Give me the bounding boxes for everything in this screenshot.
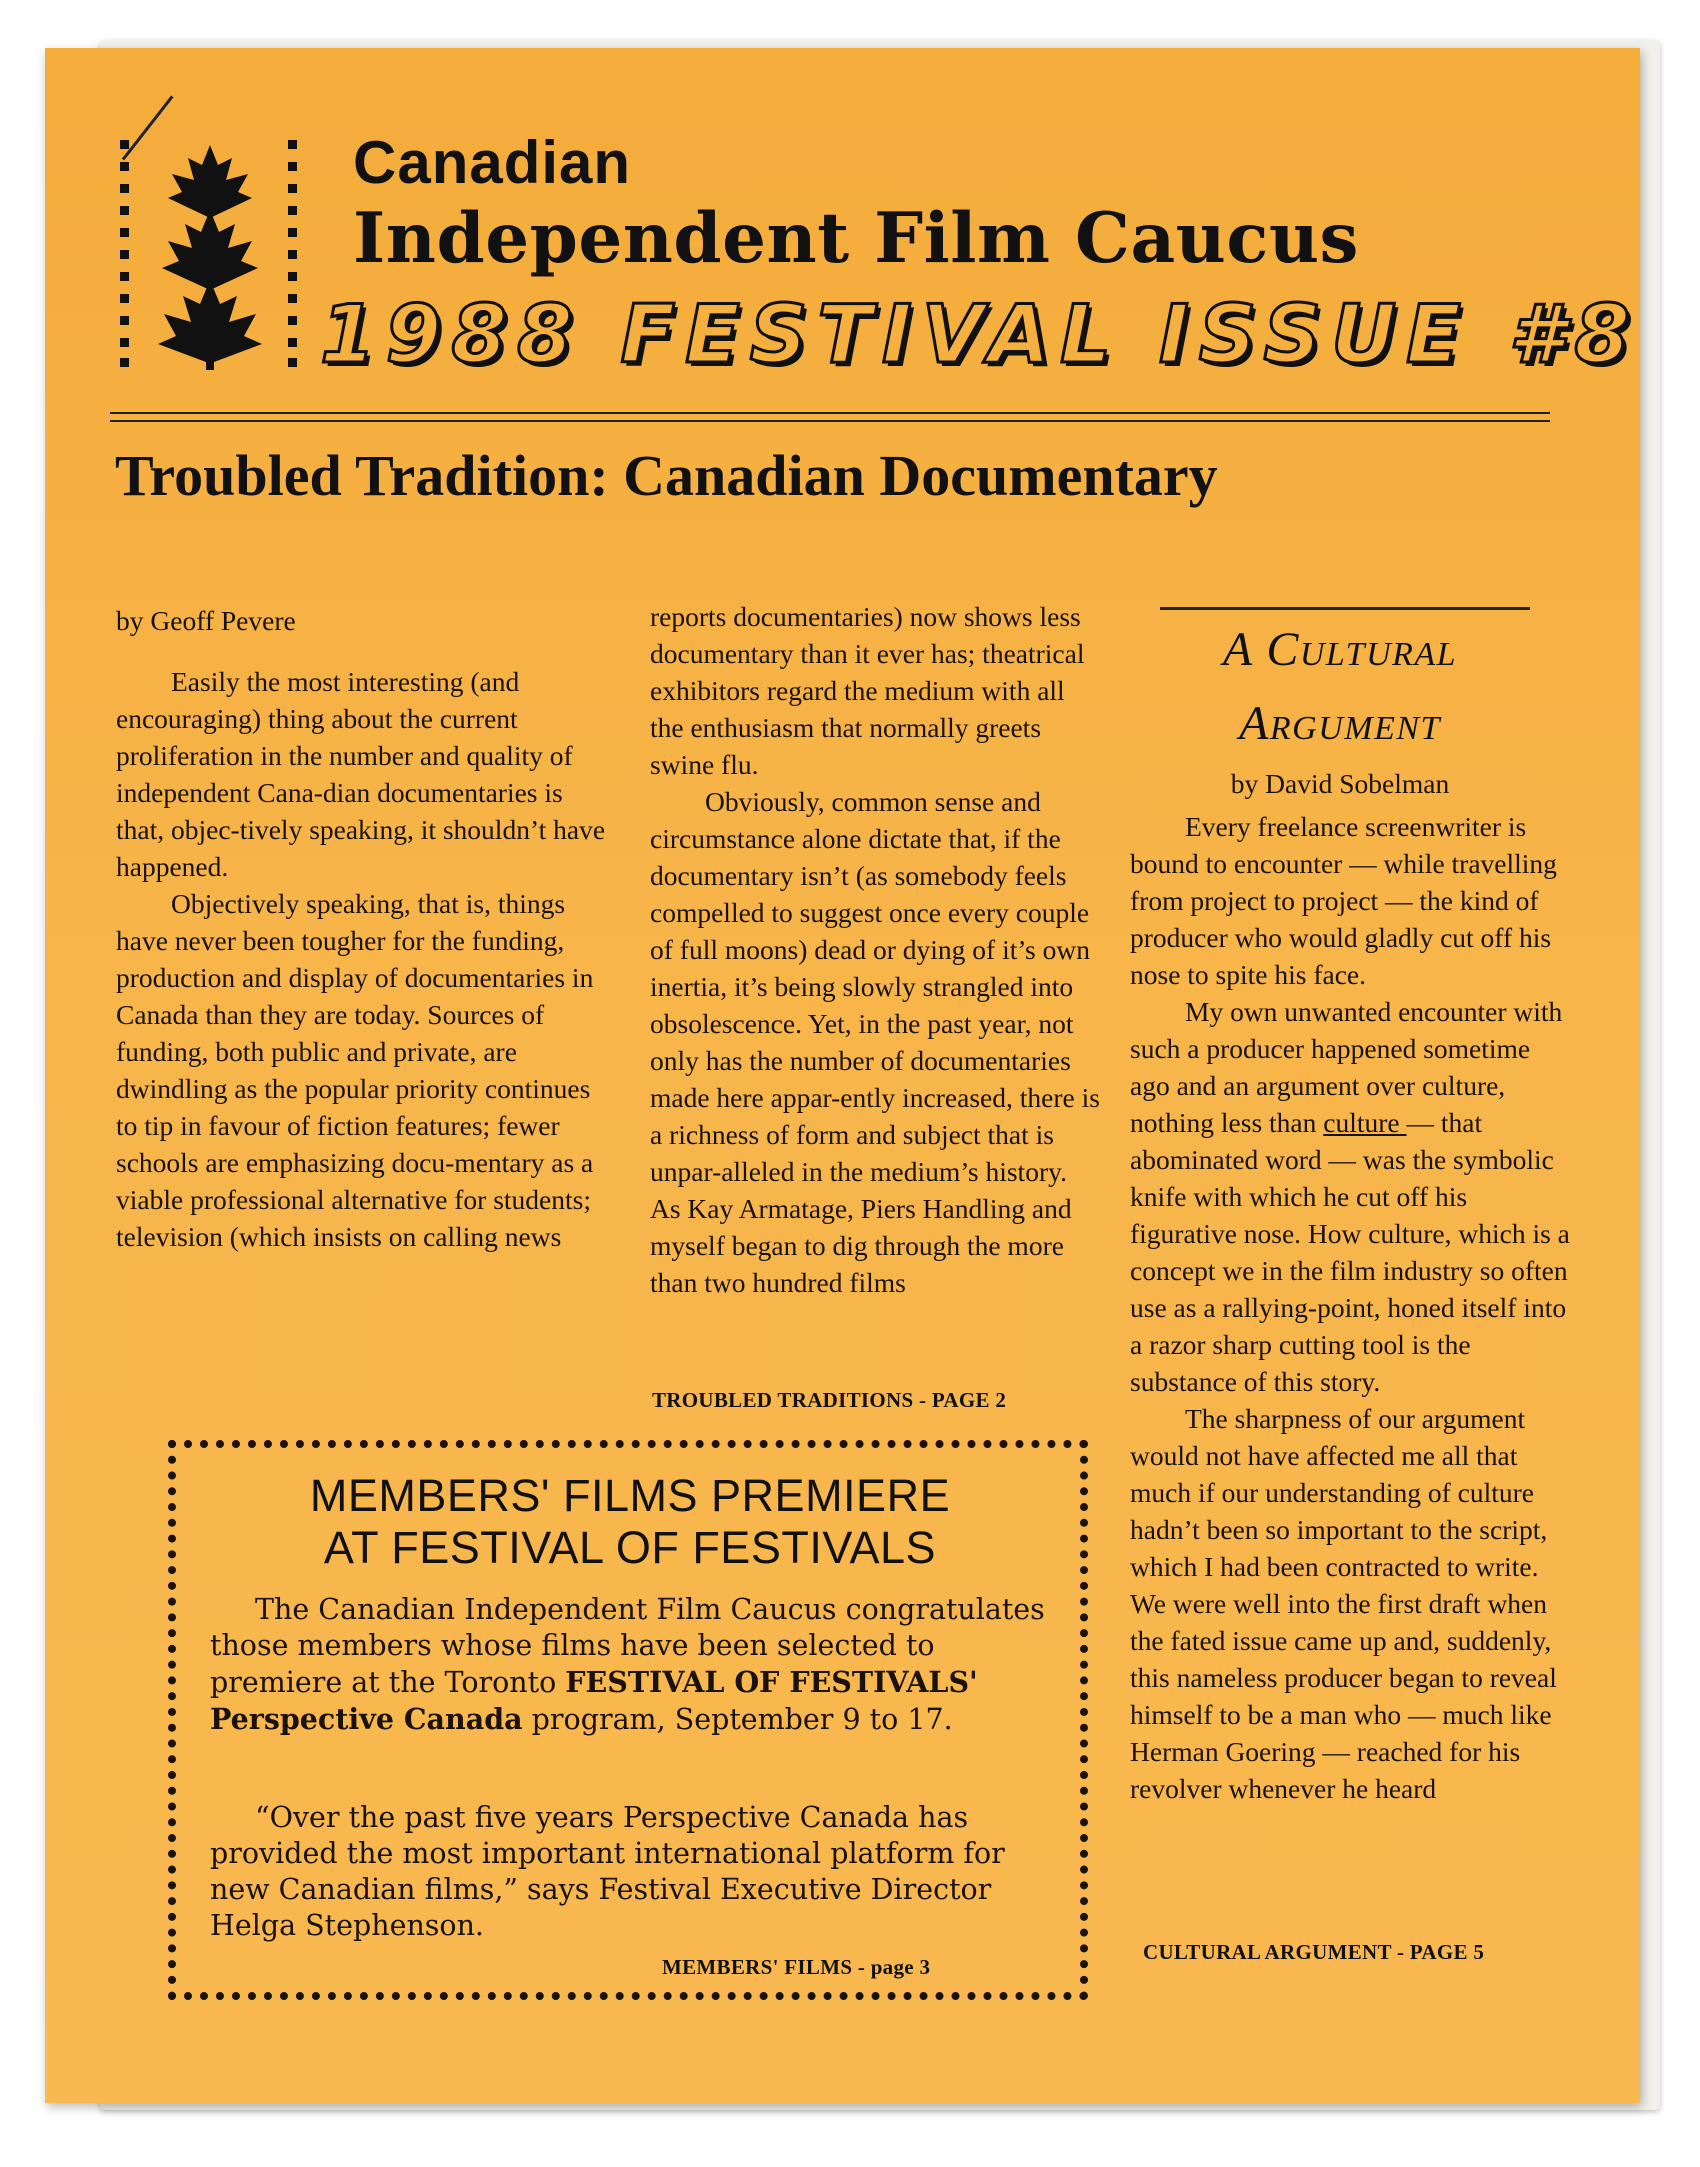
box-continued-jump: MEMBERS' FILMS - page 3 bbox=[662, 1955, 931, 1979]
box-paragraph bbox=[210, 1592, 1060, 1738]
sidebar-paragraph: The sharpness of our argument would not have affected me all that much if our understanding of culture hadn’t been so important to the script, which I had been contracted to write. We were well into the first draft when the fated issue came up and, suddenly, this nameless producer began to reveal himself to be a man who — much like Herman Goering — reached for his revolver whenever he heard bbox=[1130, 1403, 1557, 1804]
lead-continued-jump: TROUBLED TRADITIONS - PAGE 2 bbox=[652, 1388, 1007, 1412]
maple-leaf-logo-icon bbox=[120, 140, 300, 370]
sidebar-continued-jump: CULTURAL ARGUMENT - PAGE 5 bbox=[1143, 1940, 1485, 1964]
lead-paragraph: Easily the most interesting (and encouraging) thing about the current proliferation in the number and quality of independent Cana-dian documentaries is that, objec-tively speaking, it shouldn’t have happened. bbox=[116, 666, 606, 882]
lead-article-column-1 bbox=[116, 602, 606, 1255]
sidebar-paragraph bbox=[1130, 993, 1570, 1400]
box-bold-text: FESTIVAL OF FESTIVALS' Perspective Canada bbox=[210, 1665, 978, 1736]
lead-paragraph: Objectively speaking, that is, things have never been tougher for the funding, production and display of documentaries in Canada than they are today. Sources of funding, both public and private, are dwindling as the popular priority continues to tip in favour of fiction features; fewer schools are emphasizing docu-mentary as a viable professional alternative for students; television (which insists on calling news bbox=[116, 888, 594, 1252]
sidebar-title-line2: Argument bbox=[1239, 697, 1441, 750]
box-title-line1: MEMBERS' FILMS PREMIERE bbox=[309, 1470, 951, 1521]
lead-article-column-2 bbox=[650, 598, 1100, 1301]
issue-banner: 1988 FESTIVAL ISSUE #8 bbox=[320, 288, 1640, 381]
box-text: program, September 9 to 17. bbox=[522, 1703, 953, 1736]
sidebar-byline: by David Sobelman bbox=[1230, 768, 1450, 799]
box-text: The Canadian Independent Film Caucus congratulates those members whose films have been selected to premiere at the Toronto bbox=[210, 1593, 1045, 1699]
sidebar-paragraph-text: My own unwanted encounter with such a producer happened sometime ago and an argument over culture, nothing less than bbox=[1130, 996, 1563, 1138]
lead-byline: by Geoff Pevere bbox=[116, 605, 296, 636]
masthead-rule-bottom bbox=[110, 420, 1550, 422]
box-paragraph: “Over the past five years Perspective Canada has provided the most important international platform for new Canadian films,” says Festival Executive Director Helga Stephenson. bbox=[210, 1801, 1005, 1942]
sidebar-paragraph-text: — that abominated word — was the symbolic knife with which he cut off his figurative nose. How culture, which is a concept we in the film industry so often use as a rallying-point, honed itself into a razor sharp cutting tool is the substance of this story. bbox=[1130, 1107, 1570, 1397]
lead-paragraph: Obviously, common sense and circumstance alone dictate that, if the documentary isn’t (as somebody feels compelled to suggest once every couple of full moons) dead or dying of it’s own inertia, it’s being slowly strangled into obsolescence. Yet, in the past year, not only has the number of documentaries made here appar-ently increased, there is a richness of form and subject that is unpar-alleled in the medium’s history. As Kay Armatage, Piers Handling and myself began to dig through the more than two hundred films bbox=[650, 786, 1100, 1298]
masthead-rule-top bbox=[110, 412, 1550, 414]
sidebar-rule bbox=[1160, 607, 1530, 610]
sidebar-title-line1: A Cultural bbox=[1222, 623, 1458, 676]
masthead-line1: Canadian bbox=[353, 129, 632, 196]
box-title-line2: AT FESTIVAL OF FESTIVALS bbox=[323, 1522, 937, 1573]
lead-paragraph-continued: reports documentaries) now shows less documentary than it ever has; theatrical exhibitors regard the medium with all the enthusiasm that normally greets swine flu. bbox=[650, 601, 1085, 780]
sidebar-article-column bbox=[1130, 808, 1570, 1807]
masthead-title: Independent Film Caucus bbox=[353, 198, 1359, 279]
underlined-word: culture bbox=[1323, 1107, 1407, 1138]
sidebar-paragraph: Every freelance screenwriter is bound to encounter — while travelling from project to project — the kind of producer who would gladly cut off his nose to spite his face. bbox=[1130, 811, 1557, 990]
lead-headline: Troubled Tradition: Canadian Documentary bbox=[115, 443, 1218, 508]
